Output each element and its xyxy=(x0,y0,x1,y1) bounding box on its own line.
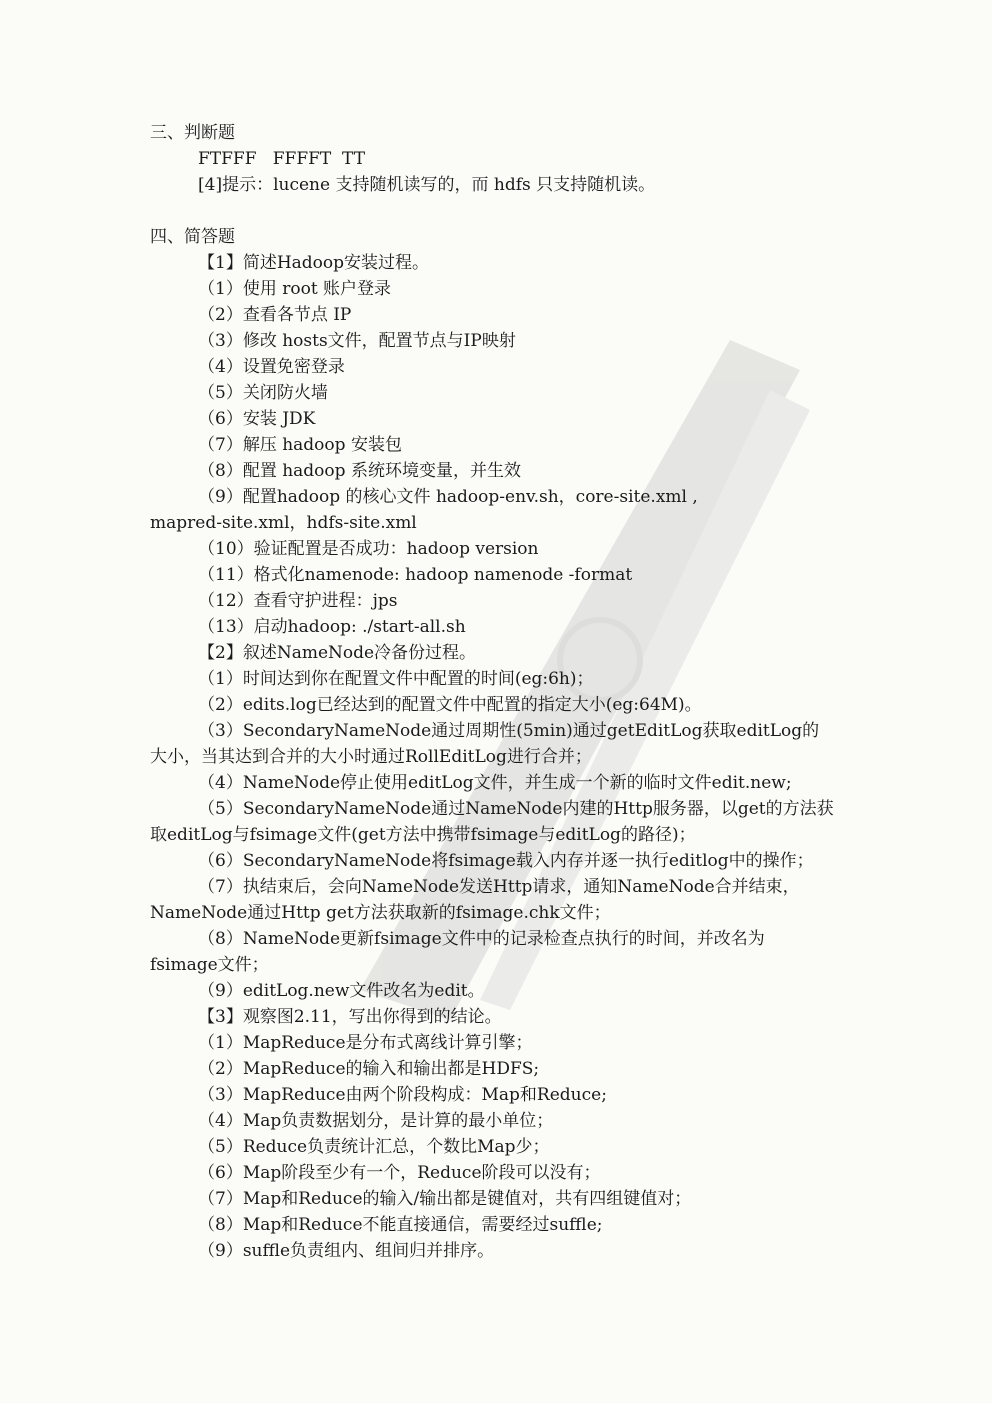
list-item-continuation: 大小，当其达到合并的大小时通过RollEditLog进行合并； xyxy=(150,747,592,767)
list-item: （6）SecondaryNameNode将fsimage载入内存并逐一执行editlog中的操作； xyxy=(198,851,814,871)
list-item: （8）配置 hadoop 系统环境变量，并生效 xyxy=(198,461,521,481)
list-item: （3）SecondaryNameNode通过周期性(5min)通过getEditLog获取editLog的 xyxy=(198,721,820,741)
list-item: （9）suffle负责组内、组间归并排序。 xyxy=(198,1241,495,1261)
section-heading-short-answer: 四、简答题 xyxy=(150,227,235,247)
list-item: （8）Map和Reduce不能直接通信，需要经过suffle; xyxy=(198,1215,603,1235)
list-item: （9）editLog.new文件改名为edit。 xyxy=(198,981,485,1001)
list-item-continuation: 取editLog与fsimage文件(get方法中携带fsimage与editLog的路径)； xyxy=(150,825,696,845)
list-item: （13）启动hadoop: ./start-all.sh xyxy=(198,617,466,637)
list-item-continuation: fsimage文件； xyxy=(150,955,269,975)
list-item: （5）关闭防火墙 xyxy=(198,383,328,403)
list-item: （3）MapReduce由两个阶段构成：Map和Reduce; xyxy=(198,1085,607,1105)
list-item-continuation: NameNode通过Http get方法获取新的fsimage.chk文件； xyxy=(150,903,611,923)
list-item: （2）查看各节点 IP xyxy=(198,305,352,325)
judgement-hint: [4]提示：lucene 支持随机读写的，而 hdfs 只支持随机读。 xyxy=(198,175,656,195)
list-item: （2）edits.log已经达到的配置文件中配置的指定大小(eg:64M)。 xyxy=(198,695,702,715)
list-item: （8）NameNode更新fsimage文件中的记录检查点执行的时间，并改名为 xyxy=(198,929,765,949)
question-title: 【2】叙述NameNode冷备份过程。 xyxy=(198,643,477,663)
list-item: （1）MapReduce是分布式离线计算引擎； xyxy=(198,1033,533,1053)
list-item: （6）安装 JDK xyxy=(198,409,316,429)
list-item: （6）Map阶段至少有一个，Reduce阶段可以没有； xyxy=(198,1163,601,1183)
list-item: （1）时间达到你在配置文件中配置的时间(eg:6h)； xyxy=(198,669,594,689)
list-item: （10）验证配置是否成功：hadoop version xyxy=(198,539,539,559)
list-item-continuation: mapred-site.xml，hdfs-site.xml xyxy=(150,513,417,533)
spacer xyxy=(150,198,850,224)
list-item: （7）Map和Reduce的输入/输出都是键值对，共有四组键值对； xyxy=(198,1189,692,1209)
list-item: （12）查看守护进程：jps xyxy=(198,591,398,611)
list-item: （9）配置hadoop 的核心文件 hadoop-env.sh，core-site.xml , xyxy=(198,487,698,507)
judgement-answers: FTFFF FFFFT TT xyxy=(198,149,366,169)
list-item: （7）执结束后，会向NameNode发送Http请求，通知NameNode合并结束， xyxy=(198,877,800,897)
list-item: （1）使用 root 账户登录 xyxy=(198,279,392,299)
list-item: （2）MapReduce的输入和输出都是HDFS; xyxy=(198,1059,540,1079)
list-item: （11）格式化namenode: hadoop namenode -format xyxy=(198,565,633,585)
list-item: （7）解压 hadoop 安装包 xyxy=(198,435,402,455)
list-item: （5）Reduce负责统计汇总，个数比Map少； xyxy=(198,1137,550,1157)
question-title: 【1】简述Hadoop安装过程。 xyxy=(198,253,430,273)
list-item: （4）设置免密登录 xyxy=(198,357,345,377)
list-item: （4）NameNode停止使用editLog文件，并生成一个新的临时文件edit.new; xyxy=(198,773,792,793)
list-item: （3）修改 hosts文件，配置节点与IP映射 xyxy=(198,331,516,351)
list-item: （4）Map负责数据划分，是计算的最小单位； xyxy=(198,1111,554,1131)
question-title: 【3】观察图2.11，写出你得到的结论。 xyxy=(198,1007,502,1027)
section-heading-judgement: 三、判断题 xyxy=(150,123,235,143)
list-item: （5）SecondaryNameNode通过NameNode内建的Http服务器，以get的方法获 xyxy=(198,799,834,819)
answer-content xyxy=(150,120,850,1264)
